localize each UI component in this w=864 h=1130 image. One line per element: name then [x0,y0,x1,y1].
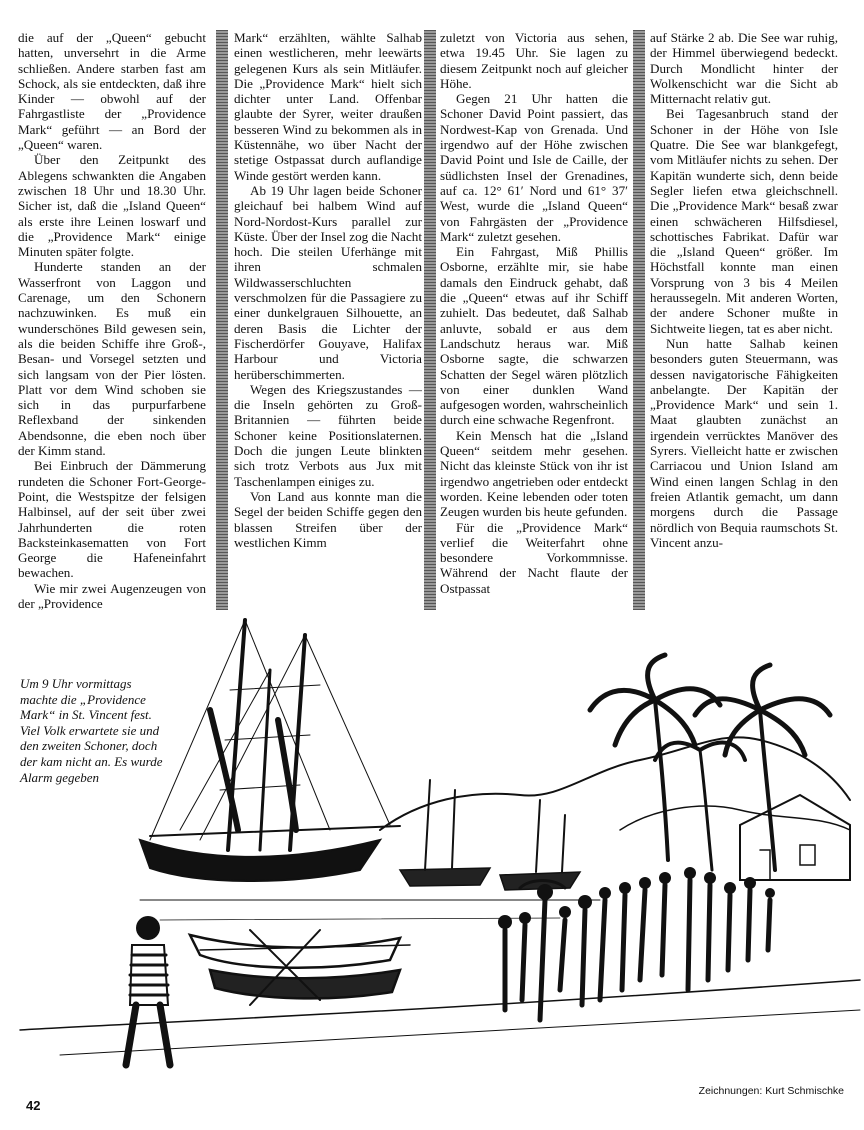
paragraph: Ein Fahrgast, Miß Phillis Osborne, erzählte mir, sie habe damals den Eindruck gehabt, daß die „Queen“ etwas auf ihr Schiff zuhielt. Das bedeutet, daß Salhab anluvte, sobald er aus dem Landschutz heraus war. Miß Osborne sagte, die schwarzen Schatten der Segel wären plötzlich von einer dunklen Wand aufgesogen worden, wahrscheinlich durch eine schwache Regenfront. [440,244,628,428]
paragraph: Hunderte standen an der Wasserfront von Laggon und Carenage, um den Schonern nachzuwinken. Es muß ein wunderschönes Bild gewesen sein, als die beiden Schiffe ihre Groß-, Besan- und Vorsegel setzten und sich langsam von der Pier lösten. Platt vor dem Wind schoben sie sich in das purpurfarbene Reflexband der sinkenden Abendsonne, die eben noch über der Kimm stand. [18,259,206,459]
paragraph: Wegen des Kriegszustandes — die Inseln gehörten zu Groß-Britannien — führten beide Schoner keine Positionslaternen. Doch die jungen Leute blinkten sich trotz Verbots aus Jux mit Taschenlampen einiges zu. [234,381,422,489]
paragraph: Bei Tagesanbruch stand der Schoner in der Höhe von Isle Quatre. Die See war blankgefegt, vom Mitläufer nichts zu sehen. Der Kapitän wunderte sich, denn beide Segler liefen etwa gleichschnell. Die „Providence Mark“ besaß zwar einen schwächeren Hilfsdiesel, schottisches Fabrikat. Dafür war die „Island Queen“ größer. Im Höchstfall konnte man einen Vorsprung von 3 bis 4 Meilen heraussegeln. Mit anderen Worten, der andere Schoner mußte in Sichtweite liegen, tat es aber nicht. [650,106,838,336]
paragraph: auf Stärke 2 ab. Die See war ruhig, der Himmel überwiegend bedeckt. Durch Mondlicht hinter der Wolkenschicht war die Sicht ab Mitternacht relativ gut. [650,30,838,107]
text-column-4 [650,30,838,550]
paragraph: Über den Zeitpunkt des Ablegens schwankten die Angaben zwischen 18 Uhr und 18.30 Uhr. Sicher ist, daß die „Island Queen“ als erste ihre Leinen loswarf und die „Providence Mark“ einige Minuten später folgte. [18,152,206,260]
text-column-2 [234,30,422,550]
column-divider [424,30,436,610]
paragraph: Von Land aus konnte man die Segel der beiden Schiffe gegen den blassen Streifen über der westlichen Kimm [234,488,422,550]
paragraph: Ab 19 Uhr lagen beide Schoner gleichauf bei halbem Wind auf Nord-Nordost-Kurs parallel zur Küste. Über der Insel zog die Nacht hoch. Die steilen Uferhänge mit ihren schmalen Wildwasserschluchten verschmolzen für die Passagiere zu einer dunkelgrauen Silhouette, an deren Basis die Lichter der Fischerdörfer Gouyave, Halifax Harbour und Victoria herüberschimmerten. [234,182,422,382]
paragraph: Nun hatte Salhab keinen besonders guten Steuermann, was dessen navigatorische Fähigkeiten anbelangte. Der Kapitän der „Providence Mark“ und sein 1. Maat glaubten zunächst an irgendein verrücktes Manöver des Syrers. Vielleicht hatte er zwischen Carriacou und Union Island am Wind einen langen Schlag in den freien Atlantik gemacht, um dann morgens durch die Passage nördlich von Bequia raumschots St. Vincent anzu- [650,335,838,550]
illustration-credit: Zeichnungen: Kurt Schmischke [698,1085,844,1097]
text-column-1 [18,30,206,611]
paragraph: die auf der „Queen“ gebucht hatten, unversehrt in die Arme schließen. Andere starben fast am Schock, als sie entdeckten, daß ihre Kinder — obwohl auf der Fahrgastliste der „Providence Mark“ geführt — an Bord der „Queen“ waren. [18,30,206,153]
text-column-3 [440,30,628,596]
column-divider [216,30,228,610]
paragraph: Wie mir zwei Augenzeugen von der „Providence [18,580,206,611]
page-number: 42 [26,1098,41,1113]
paragraph: Mark“ erzählten, wählte Salhab einen westlicheren, mehr leewärts gelegenen Kurs als sein Mitläufer. Die „Providence Mark“ hielt sich dichter unter Land. Offenbar glaubte der Syrer, weiter draußen besseren Wind zu bekommen als in Küstennähe, wo über Nacht der stetige Ostpassat durch auflandige Winde gestört werden kann. [234,30,422,183]
paragraph: zuletzt von Victoria aus sehen, etwa 19.45 Uhr. Sie lagen zu diesem Zeitpunkt noch auf gleicher Höhe. [440,30,628,91]
harbour-illustration [0,600,864,1090]
paragraph: Bei Einbruch der Dämmerung rundeten die Schoner Fort-George-Point, die Westspitze der felsigen Halbinsel, auf der seit über zwei Jahrhunderten die roten Backsteinkasematten von Fort George die Hafeneinfahrt bewachen. [18,458,206,581]
illustration-caption: Um 9 Uhr vormittags machte die „Providence Mark“ in St. Vincent fest. Viel Volk erwartete sie und den zweiten Schoner, doch der kam nicht an. Es wurde Alarm gegeben [20,676,163,785]
paragraph: Für die „Providence Mark“ verlief die Weiterfahrt ohne besondere Vorkommnisse. Während der Nacht flaute der Ostpassat [440,519,628,596]
paragraph: Kein Mensch hat die „Island Queen“ seitdem mehr gesehen. Nicht das kleinste Stück von ihr ist irgendwo angetrieben oder entdeckt worden. Keine lebenden oder toten Zeugen wurden bis heute gefunden. [440,427,628,520]
paragraph: Gegen 21 Uhr hatten die Schoner David Point passiert, das Nordwest-Kap von Grenada. Und irgendwo auf der Höhe zwischen David Point und Isle de Caille, der südlichsten Insel der Grenadines, auf ca. 12° 61′ Nord und 61° 37′ West, wurde die „Island Queen“ von Fahrgästen der „Providence Mark“ zuletzt gesehen. [440,91,628,244]
column-divider [633,30,645,610]
